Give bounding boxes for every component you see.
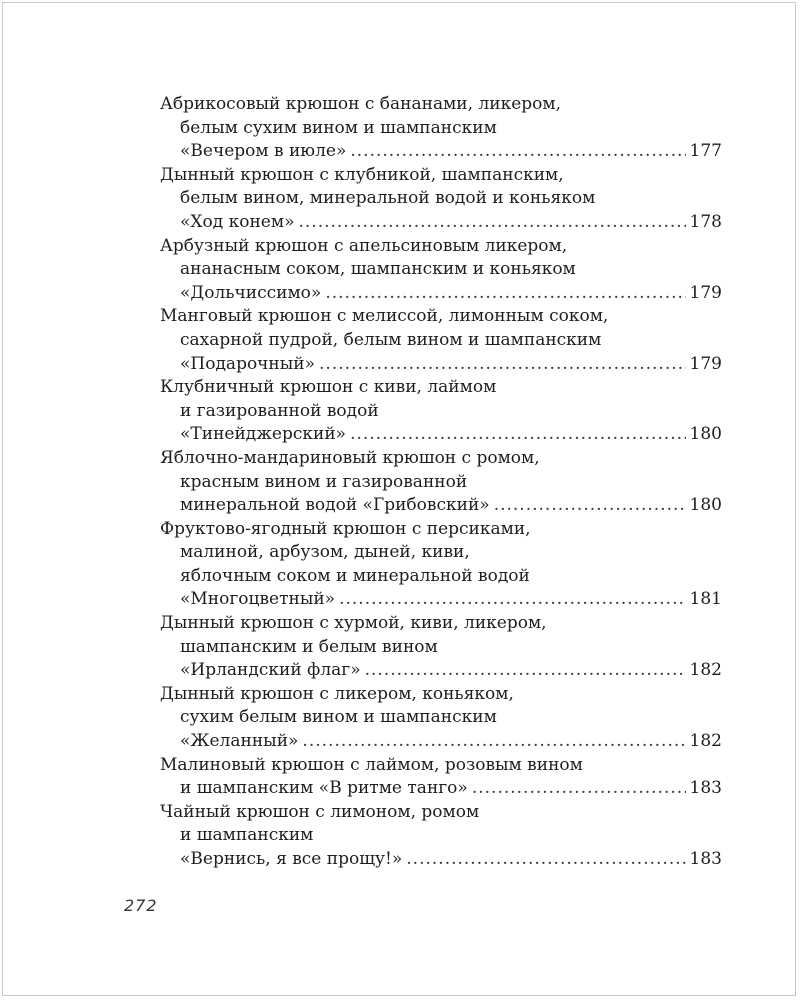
- toc-entry-subtitle: «Вечером в июле»: [180, 141, 347, 162]
- toc-entry-final-line: [160, 659, 722, 683]
- dot-leader: [365, 659, 686, 683]
- dot-leader: [472, 777, 686, 801]
- toc-entry-title: Яблочно-мандариновый крюшон с ромом,: [160, 447, 540, 468]
- toc-entry-continuation: ананасным соком, шампанским и коньяком: [180, 259, 576, 280]
- toc-entry-continuation: и газированной водой: [180, 400, 379, 421]
- toc-entry-final-line: [160, 588, 722, 612]
- toc-entry: [160, 93, 722, 164]
- toc-entry-title: Фруктово-ягодный крюшон с персиками,: [160, 518, 531, 539]
- toc-entry-title: Чайный крюшон с лимоном, ромом: [160, 801, 480, 822]
- dot-leader: [298, 211, 685, 235]
- toc-entry: [160, 683, 722, 754]
- toc-entry: [160, 447, 722, 518]
- toc-entry-title: Клубничный крюшон с киви, лаймом: [160, 377, 497, 398]
- toc-entry: [160, 801, 722, 872]
- toc-entry-page: 180: [689, 424, 722, 445]
- toc-entry-continuation: малиной, арбузом, дыней, киви,: [180, 542, 470, 563]
- toc-entry-final-line: [160, 353, 722, 377]
- toc-entry-page: 183: [689, 778, 722, 799]
- dot-leader: [350, 140, 685, 164]
- toc-entry-continuation: сухим белым вином и шампанским: [180, 707, 497, 728]
- toc-entry: [160, 754, 722, 801]
- toc-entry-page: 179: [689, 353, 722, 374]
- toc-entry-final-line: [160, 423, 722, 447]
- toc-entry-subtitle: и шампанским «В ритме танго»: [180, 778, 468, 799]
- toc-entry-subtitle: «Ход конем»: [180, 211, 295, 232]
- toc-entry-title: Дынный крюшон с хурмой, киви, ликером,: [160, 613, 547, 634]
- toc-entry-final-line: [160, 140, 722, 164]
- toc-entry-page: 182: [689, 660, 722, 681]
- toc-entry-title: Арбузный крюшон с апельсиновым ликером,: [160, 235, 568, 256]
- page-number: 272: [124, 896, 158, 915]
- toc-entry: [160, 164, 722, 235]
- toc-entry-subtitle: «Многоцветный»: [180, 589, 336, 610]
- toc-entry-title: Дынный крюшон с ликером, коньяком,: [160, 683, 514, 704]
- dot-leader: [350, 423, 685, 447]
- toc-entry-subtitle: «Желанный»: [180, 731, 299, 752]
- toc-entry: [160, 305, 722, 376]
- dot-leader: [319, 353, 686, 377]
- toc-entry-final-line: [160, 730, 722, 754]
- toc-entry-page: 182: [689, 731, 722, 752]
- toc-entry-subtitle: «Тинейджерский»: [180, 424, 347, 445]
- dot-leader: [339, 588, 685, 612]
- table-of-contents: [160, 93, 722, 872]
- toc-entry-final-line: [160, 777, 722, 801]
- toc-entry-title: Малиновый крюшон с лаймом, розовым вином: [160, 754, 583, 775]
- toc-entry-continuation: белым сухим вином и шампанским: [180, 117, 497, 138]
- toc-entry-page: 181: [689, 589, 722, 610]
- toc-entry-continuation: яблочным соком и минеральной водой: [180, 565, 530, 586]
- toc-entry-page: 177: [689, 141, 722, 162]
- toc-entry-final-line: [160, 282, 722, 306]
- toc-entry-subtitle: «Ирландский флаг»: [180, 660, 361, 681]
- toc-entry-page: 183: [689, 849, 722, 869]
- toc-entry-continuation: красным вином и газированной: [180, 471, 468, 492]
- toc-entry-continuation: белым вином, минеральной водой и коньяком: [180, 188, 596, 209]
- toc-entry-subtitle: «Дольчиссимо»: [180, 282, 322, 303]
- toc-entry-continuation: и шампанским: [180, 825, 314, 846]
- toc-entry-subtitle: минеральной водой «Грибовский»: [180, 495, 490, 516]
- toc-entry-subtitle: «Подарочный»: [180, 353, 316, 374]
- dot-leader: [302, 730, 685, 754]
- toc-entry-title: Дынный крюшон с клубникой, шампанским,: [160, 164, 564, 185]
- toc-entry-final-line: [160, 211, 722, 235]
- toc-entry: [160, 235, 722, 306]
- toc-entry-page: 180: [689, 495, 722, 516]
- toc-entry-title: Абрикосовый крюшон с бананами, ликером,: [160, 94, 562, 114]
- toc-entry-final-line: [160, 494, 722, 518]
- toc-entry-final-line: [160, 848, 722, 872]
- toc-entry: [160, 376, 722, 447]
- dot-leader: [406, 848, 685, 872]
- toc-entry-page: 178: [689, 211, 722, 232]
- toc-entry: [160, 518, 722, 612]
- dot-leader: [494, 494, 686, 518]
- dot-leader: [325, 282, 685, 306]
- toc-entry-continuation: шампанским и белым вином: [180, 636, 438, 657]
- toc-entry-subtitle: «Вернись, я все прощу!»: [180, 849, 403, 869]
- toc-entry-continuation: сахарной пудрой, белым вином и шампанским: [180, 329, 602, 350]
- toc-entry-page: 179: [689, 282, 722, 303]
- toc-entry-title: Манговый крюшон с мелиссой, лимонным соком,: [160, 306, 609, 327]
- toc-entry: [160, 612, 722, 683]
